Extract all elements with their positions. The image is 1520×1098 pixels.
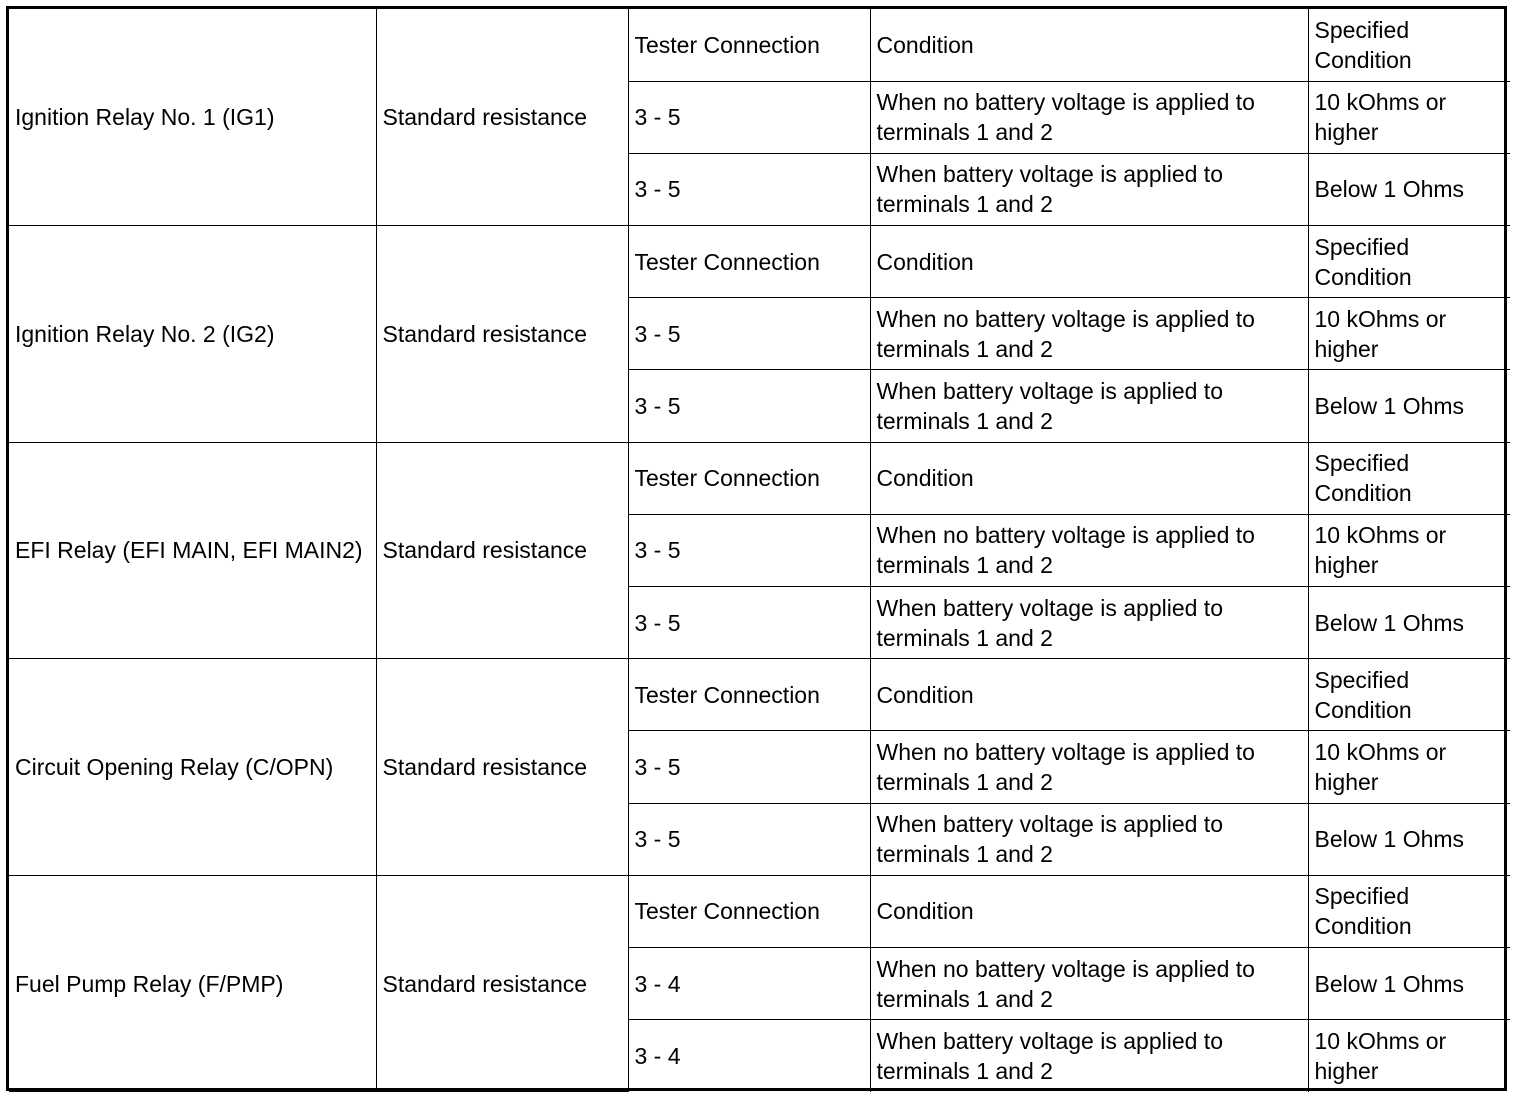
- specified-condition-header: Specified Condition: [1308, 442, 1510, 514]
- condition-cell: When battery voltage is applied to terminals 1 and 2: [870, 803, 1308, 875]
- specified-condition-cell: Below 1 Ohms: [1308, 947, 1510, 1019]
- table-body: [9, 9, 1510, 1092]
- relay-name-cell: Circuit Opening Relay (C/OPN): [9, 659, 376, 876]
- condition-header: Condition: [870, 226, 1308, 298]
- tester-connection-cell: 3 - 5: [628, 370, 870, 442]
- specified-condition-cell: Below 1 Ohms: [1308, 803, 1510, 875]
- specified-condition-cell: Below 1 Ohms: [1308, 587, 1510, 659]
- tester-connection-header: Tester Connection: [628, 226, 870, 298]
- specified-condition-cell: 10 kOhms or higher: [1308, 1020, 1510, 1092]
- tester-connection-header: Tester Connection: [628, 659, 870, 731]
- specified-condition-cell: 10 kOhms or higher: [1308, 81, 1510, 153]
- relay-inspection-table-container: [6, 6, 1507, 1091]
- condition-cell: When no battery voltage is applied to terminals 1 and 2: [870, 298, 1308, 370]
- specified-condition-header: Specified Condition: [1308, 659, 1510, 731]
- specified-condition-header: Specified Condition: [1308, 875, 1510, 947]
- relay-inspection-table: [9, 9, 1510, 1092]
- specified-condition-cell: Below 1 Ohms: [1308, 370, 1510, 442]
- tester-connection-header: Tester Connection: [628, 442, 870, 514]
- condition-cell: When battery voltage is applied to terminals 1 and 2: [870, 1020, 1308, 1092]
- condition-cell: When battery voltage is applied to terminals 1 and 2: [870, 370, 1308, 442]
- table-row: [9, 9, 1510, 81]
- relay-name-cell: EFI Relay (EFI MAIN, EFI MAIN2): [9, 442, 376, 659]
- table-row: [9, 875, 1510, 947]
- condition-cell: When no battery voltage is applied to terminals 1 and 2: [870, 514, 1308, 586]
- tester-connection-cell: 3 - 5: [628, 731, 870, 803]
- condition-cell: When battery voltage is applied to terminals 1 and 2: [870, 587, 1308, 659]
- tester-connection-header: Tester Connection: [628, 875, 870, 947]
- tester-connection-cell: 3 - 4: [628, 947, 870, 1019]
- condition-cell: When no battery voltage is applied to terminals 1 and 2: [870, 81, 1308, 153]
- condition-header: Condition: [870, 442, 1308, 514]
- specified-condition-cell: Below 1 Ohms: [1308, 153, 1510, 225]
- tester-connection-cell: 3 - 5: [628, 587, 870, 659]
- tester-connection-cell: 3 - 5: [628, 803, 870, 875]
- tester-connection-cell: 3 - 5: [628, 514, 870, 586]
- table-row: [9, 442, 1510, 514]
- measurement-item-cell: Standard resistance: [376, 659, 628, 876]
- tester-connection-cell: 3 - 5: [628, 298, 870, 370]
- condition-cell: When no battery voltage is applied to terminals 1 and 2: [870, 947, 1308, 1019]
- specified-condition-cell: 10 kOhms or higher: [1308, 514, 1510, 586]
- relay-name-cell: Fuel Pump Relay (F/PMP): [9, 875, 376, 1092]
- relay-name-cell: Ignition Relay No. 2 (IG2): [9, 226, 376, 443]
- relay-name-cell: Ignition Relay No. 1 (IG1): [9, 9, 376, 226]
- condition-cell: When no battery voltage is applied to terminals 1 and 2: [870, 731, 1308, 803]
- tester-connection-cell: 3 - 5: [628, 81, 870, 153]
- specified-condition-cell: 10 kOhms or higher: [1308, 731, 1510, 803]
- measurement-item-cell: Standard resistance: [376, 226, 628, 443]
- specified-condition-header: Specified Condition: [1308, 9, 1510, 81]
- table-row: [9, 226, 1510, 298]
- table-row: [9, 659, 1510, 731]
- specified-condition-header: Specified Condition: [1308, 226, 1510, 298]
- condition-header: Condition: [870, 875, 1308, 947]
- measurement-item-cell: Standard resistance: [376, 9, 628, 226]
- tester-connection-header: Tester Connection: [628, 9, 870, 81]
- condition-cell: When battery voltage is applied to terminals 1 and 2: [870, 153, 1308, 225]
- tester-connection-cell: 3 - 4: [628, 1020, 870, 1092]
- condition-header: Condition: [870, 9, 1308, 81]
- tester-connection-cell: 3 - 5: [628, 153, 870, 225]
- condition-header: Condition: [870, 659, 1308, 731]
- specified-condition-cell: 10 kOhms or higher: [1308, 298, 1510, 370]
- measurement-item-cell: Standard resistance: [376, 875, 628, 1092]
- measurement-item-cell: Standard resistance: [376, 442, 628, 659]
